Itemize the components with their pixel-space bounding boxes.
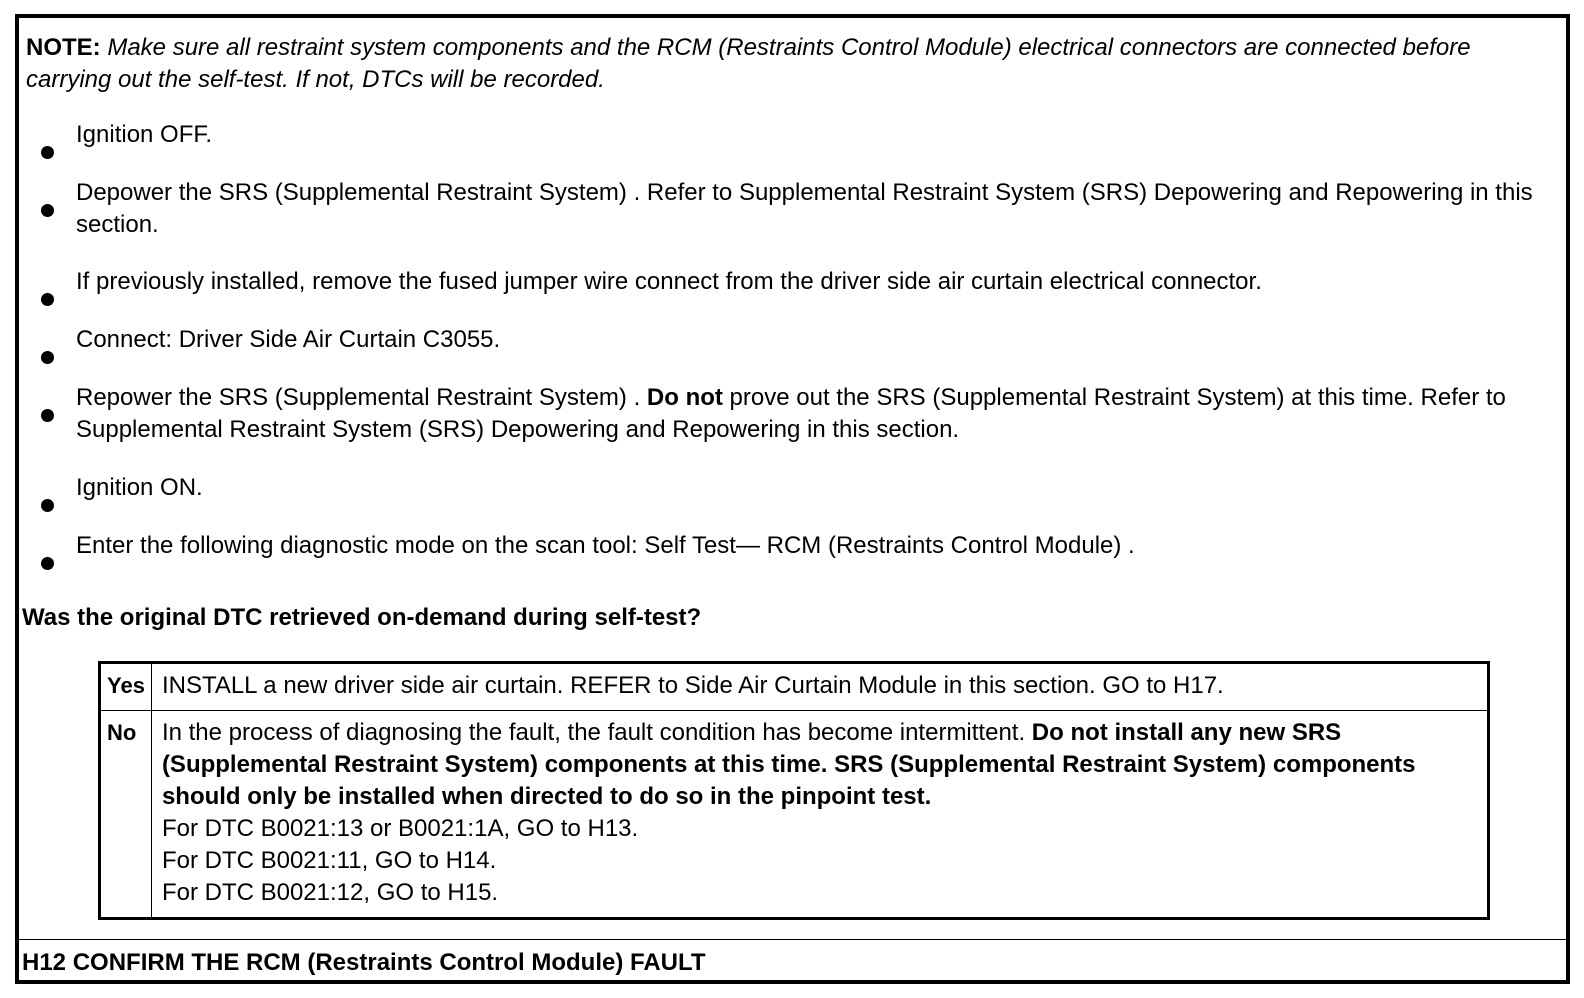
dtc-route-line: For DTC B0021:13 or B0021:1A, GO to H13. [161,815,639,842]
bullet-icon [41,557,54,570]
answer-text-no: In the process of diagnosing the fault, the fault condition has become intermittent. [161,719,1032,746]
note-paragraph [26,32,1546,96]
bullet-icon [41,204,54,217]
step-depower-srs: Depower the SRS (Supplemental Restraint System) . Refer to Supplemental Restraint System (SRS) Depowering and Repowering in this section. [76,179,1533,238]
bullet-icon [41,351,54,364]
step-enter-self-test: Enter the following diagnostic mode on the scan tool: Self Test— RCM (Restraints Control Module) . [76,532,1135,559]
bullet-icon [41,146,54,159]
question-heading: Was the original DTC retrieved on-demand during self-test? [22,604,702,631]
section-divider [19,939,1566,940]
answer-table [98,661,1490,920]
answer-key-no: No [100,711,152,919]
dtc-route-line: For DTC B0021:11, GO to H14. [161,847,497,874]
note-text: Make sure all restraint system components and the RCM (Restraints Control Module) electrical connectors are connected before carrying out the self-test. If not, DTCs will be recorded. [26,34,1471,93]
step-repower-warning: Do not [646,384,723,411]
step-repower-srs [76,382,1536,446]
bullet-icon [41,293,54,306]
answer-warning-no: Do not install any new SRS (Supplemental Restraint System) components at this time. SRS (Supplemental Restraint System) components should only be installed when directed to do so in the pinpoint test. [161,719,1416,810]
step-ignition-off: Ignition OFF. [76,121,213,148]
answer-row-yes [100,663,1489,711]
next-step-title: H12 CONFIRM THE RCM (Restraints Control Module) FAULT [22,949,706,976]
step-repower-rest: prove out the SRS (Supplemental Restraint System) at this time. Refer to Supplemental Restraint System (SRS) Depowering and Repowering in this section. [76,384,1506,443]
bullet-icon [41,409,54,422]
step-repower-text: Repower the SRS (Supplemental Restraint System) . [76,384,647,411]
procedure-panel [15,14,1570,984]
step-ignition-on: Ignition ON. [76,474,203,501]
answer-row-no [100,711,1489,919]
dtc-route-line: For DTC B0021:12, GO to H15. [161,879,499,906]
step-connect-curtain: Connect: Driver Side Air Curtain C3055. [76,326,501,353]
note-label: NOTE: [26,34,101,61]
answer-key-yes: Yes [100,663,152,711]
step-remove-jumper: If previously installed, remove the fused jumper wire connect from the driver side air curtain electrical connector. [76,268,1262,295]
answer-text-yes: INSTALL a new driver side air curtain. REFER to Side Air Curtain Module in this section. GO to H17. [151,663,1488,711]
answer-body-no [151,711,1488,919]
bullet-icon [41,499,54,512]
